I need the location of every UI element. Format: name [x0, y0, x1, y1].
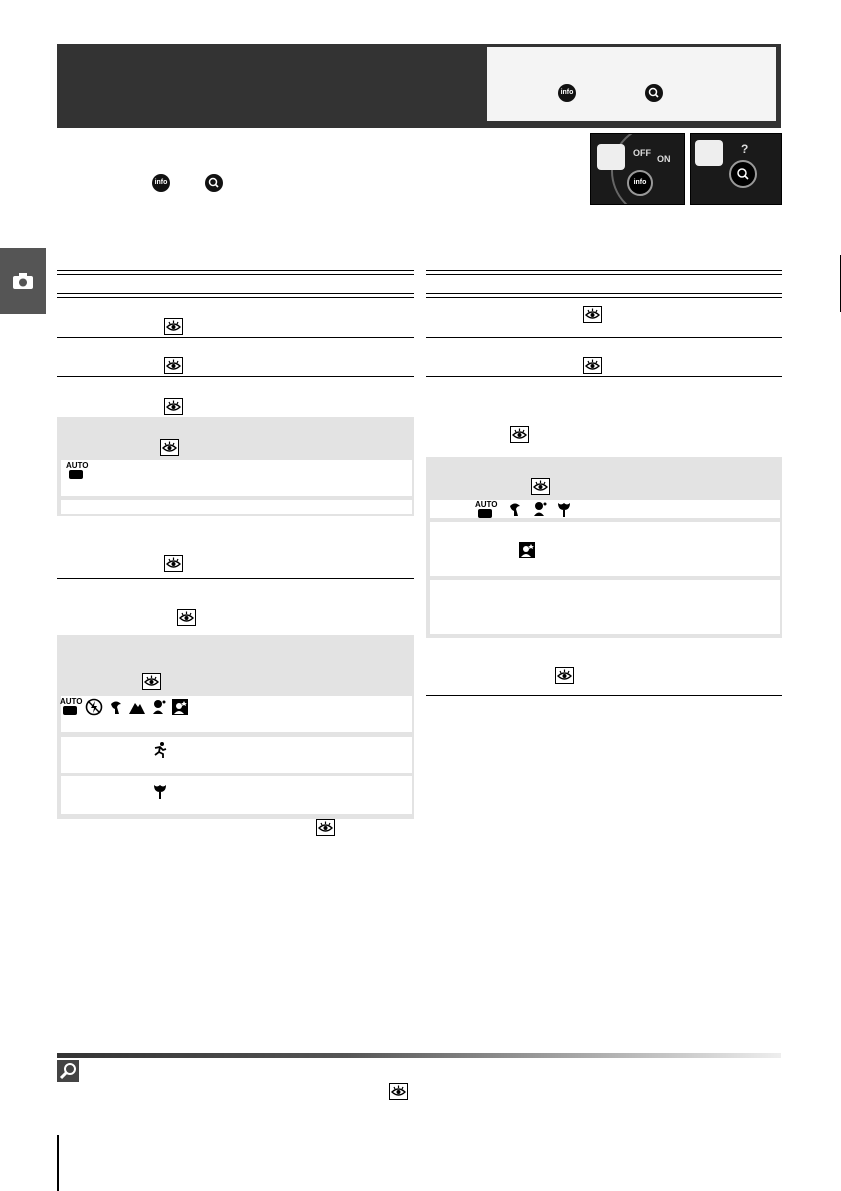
flash-off-icon	[85, 698, 103, 716]
child-icon	[531, 500, 549, 518]
auto-icon: AUTO	[66, 461, 86, 481]
row-divider	[426, 376, 782, 377]
option-box	[430, 522, 780, 576]
landscape-icon	[128, 698, 146, 716]
row-divider	[57, 337, 414, 338]
portrait-icon	[107, 698, 125, 716]
info-button-icon: info	[558, 84, 576, 102]
close-up-icon	[555, 500, 573, 518]
option-box	[61, 737, 412, 773]
eye-icon	[164, 318, 183, 335]
table-header-top-rule	[57, 270, 414, 275]
close-up-icon	[151, 782, 169, 800]
eye-icon	[583, 306, 602, 323]
zoom-button-icon	[205, 174, 223, 192]
row-divider	[57, 376, 414, 377]
eye-icon	[164, 555, 183, 572]
eye-icon	[555, 667, 574, 684]
table-header-top-rule	[426, 270, 782, 275]
magnifier-icon	[57, 1060, 79, 1082]
header-button-row	[555, 84, 675, 104]
night-portrait-icon	[518, 541, 536, 559]
eye-icon	[583, 357, 602, 374]
tip-divider-bar	[57, 1053, 781, 1058]
sports-icon	[151, 741, 169, 759]
camera-icon	[12, 272, 34, 290]
row-divider	[426, 337, 782, 338]
eye-icon	[160, 439, 179, 456]
callout-box	[597, 144, 625, 170]
zoom-button-icon	[729, 160, 757, 188]
camera-photo-info-button: OFF ON info	[590, 133, 685, 205]
eye-icon	[142, 673, 161, 690]
option-box	[430, 580, 780, 634]
eye-icon	[177, 609, 196, 626]
eye-icon	[164, 357, 183, 374]
eye-icon	[531, 478, 550, 495]
option-box	[61, 776, 412, 814]
option-box	[61, 460, 412, 496]
night-portrait-icon	[171, 698, 189, 716]
zoom-button-icon	[645, 84, 663, 102]
auto-icon: AUTO	[475, 500, 495, 520]
auto-icon: AUTO	[60, 697, 80, 717]
option-box	[61, 500, 412, 514]
table-header-bottom-rule	[426, 293, 782, 298]
row-divider	[57, 578, 414, 579]
portrait-icon	[506, 500, 524, 518]
eye-icon	[389, 1083, 408, 1100]
info-button-icon: info	[152, 174, 170, 192]
page-margin-line	[57, 1135, 59, 1191]
info-button-icon: info	[627, 170, 653, 196]
eye-icon	[164, 398, 183, 415]
camera-photo-zoom-button: ?	[690, 133, 782, 205]
callout-box	[695, 140, 723, 166]
row-divider	[426, 695, 782, 696]
eye-icon	[510, 426, 529, 443]
chapter-tab	[0, 248, 46, 314]
child-icon	[150, 698, 168, 716]
table-header-bottom-rule	[57, 293, 414, 298]
eye-icon	[316, 819, 335, 836]
